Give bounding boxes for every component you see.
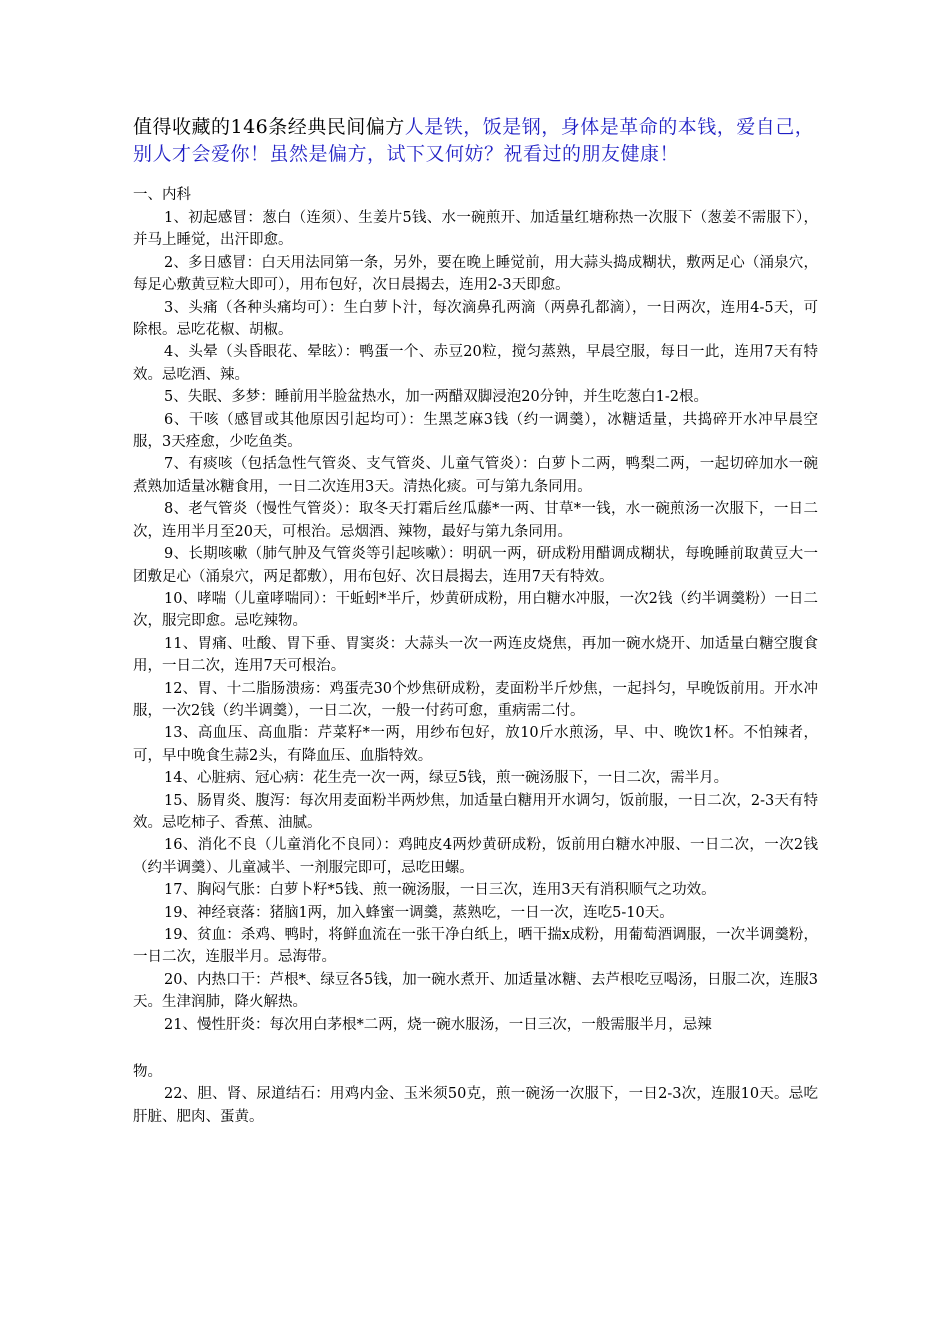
remedy-item: 10、哮喘（儿童哮喘同）：干蚯蚓*半斤，炒黄研成粉，用白糖水冲服，一次2钱（约半调羹粉）一日二次，服完即愈。忌吃辣物。 [133, 590, 818, 630]
remedy-item: 4、头晕（头昏眼花、晕眩）：鸭蛋一个、赤豆20粒，搅匀蒸熟，早晨空服，每日一此，连用7天有特效。忌吃酒、辣。 [133, 344, 818, 383]
remedy-item: 1、初起感冒：葱白（连须）、生姜片5钱、水一碗煎开、加适量红塘称热一次服下（葱姜不需服下），并马上睡觉，出汗即愈。 [133, 210, 818, 249]
title-motto-line2: 别人才会爱你！虽然是偏方，试下又何妨？祝看过的朋友健康！ [133, 143, 680, 165]
remedy-item: 3、头痛（各种头痛均可）：生白萝卜汁，每次滴鼻孔两滴（两鼻孔都滴），一日两次，连用4-5天，可除根。忌吃花椒、胡椒。 [133, 299, 818, 339]
remedy-item: 6、干咳（感冒或其他原因引起均可）：生黑芝麻3钱（约一调羹），冰糖适量，共捣碎开水冲早晨空服，3天痊愈，少吃鱼类。 [133, 411, 818, 451]
remedy-item: 19、神经衰落：猪脑1两，加入蜂蜜一调羹，蒸熟吃，一日一次，连吃5-10天。 [164, 904, 674, 921]
remedy-item-continuation: 物。 [133, 1064, 162, 1081]
remedy-item: 7、有痰咳（包括急性气管炎、支气管炎、儿童气管炎）：白萝卜二两，鸭梨二两，一起切碎加水一碗煮熟加适量冰糖食用，一日二次连用3天。清热化痰。可与第九条同用。 [133, 456, 818, 495]
section-heading: 一、内科 [133, 187, 191, 203]
title-main: 值得收藏的146条经典民间偏方 [133, 116, 405, 138]
remedy-item: 8、老气管炎（慢性气管炎）：取冬天打霜后丝瓜藤*一两、甘草*一钱，水一碗煎汤一次服下，一日二次，连用半月至20天，可根治。忌烟酒、辣物，最好与第九条同用。 [133, 501, 818, 540]
remedy-item: 12、胃、十二脂肠溃疡：鸡蛋壳30个炒焦研成粉，麦面粉半斤炒焦，一起抖匀，早晚饭前用。开水冲服，一次2钱（约半调羹），一日二次，一般一付药可愈，重病需二付。 [133, 680, 818, 719]
title-motto-line1: 人是铁，饭是钢，身体是革命的本钱，爱自己， [404, 116, 815, 138]
remedy-item: 15、肠胃炎、腹泻：每次用麦面粉半两炒焦，加适量白糖用开水调匀，饭前服，一日二次，2-3天有特效。忌吃柿子、香蕉、油腻。 [133, 792, 818, 831]
remedy-item: 13、高血压、高血脂：芹菜籽*一两，用纱布包好，放10斤水煎汤，早、中、晚饮1杯。不怕辣者，可，早中晚食生蒜2头，有降血压、血脂特效。 [133, 725, 818, 764]
remedy-list [133, 207, 818, 1128]
remedy-item: 22、胆、肾、尿道结石：用鸡内金、玉米须50克，煎一碗汤一次服下，一日2-3次，连服10天。忌吃肝脏、肥肉、蛋黄。 [133, 1086, 818, 1125]
remedy-item: 11、胃痛、吐酸、胃下垂、胃窦炎：大蒜头一次一两连皮烧焦，再加一碗水烧开、加适量白糖空腹食用，一日二次，连用7天可根治。 [133, 635, 818, 675]
page-title [133, 114, 833, 168]
remedy-item: 17、胸闷气胀：白萝卜籽*5钱、煎一碗汤服，一日三次，连用3天有消积顺气之功效。 [164, 882, 716, 899]
remedy-item: 5、失眠、多梦：睡前用半脸盆热水，加一两醋双脚浸泡20分钟，并生吃葱白1-2根。 [164, 389, 709, 406]
remedy-item: 20、内热口干：芦根*、绿豆各5钱，加一碗水煮开、加适量冰糖、去芦根吃豆喝汤，日服二次，连服3天。生津润肺，降火解热。 [133, 971, 818, 1011]
remedy-item: 14、心脏病、冠心病：花生壳一次一两，绿豆5钱，煎一碗汤服下，一日二次，需半月。 [164, 770, 729, 787]
remedy-item: 16、消化不良（儿童消化不良同）：鸡盹皮4两炒黄研成粉，饭前用白糖水冲服、一日二次，一次2钱（约半调羹）、儿童减半、一剂服完即可，忌吃田螺。 [133, 837, 818, 876]
remedy-item: 2、多日感冒：白天用法同第一条，另外，要在晚上睡觉前，用大蒜头捣成糊状，敷两足心（涌泉穴，每足心敷黄豆粒大即可），用布包好，次日晨揭去，连用2-3天即愈。 [133, 254, 818, 294]
remedy-item: 21、慢性肝炎：每次用白茅根*二两，烧一碗水服汤，一日三次，一般需服半月，忌辣 [164, 1016, 712, 1033]
remedy-item: 19、贫血：杀鸡、鸭时，将鲜血流在一张干净白纸上，晒干揣x成粉，用葡萄酒调服，一次半调羹粉，一日二次，连服半月。忌海带。 [133, 927, 818, 966]
remedy-item: 9、长期咳嗽（肺气肿及气管炎等引起咳嗽）：明矾一两，研成粉用醋调成糊状，每晚睡前取黄豆大一团敷足心（涌泉穴，两足都敷），用布包好、次日晨揭去，连用7天有特效。 [133, 546, 818, 585]
